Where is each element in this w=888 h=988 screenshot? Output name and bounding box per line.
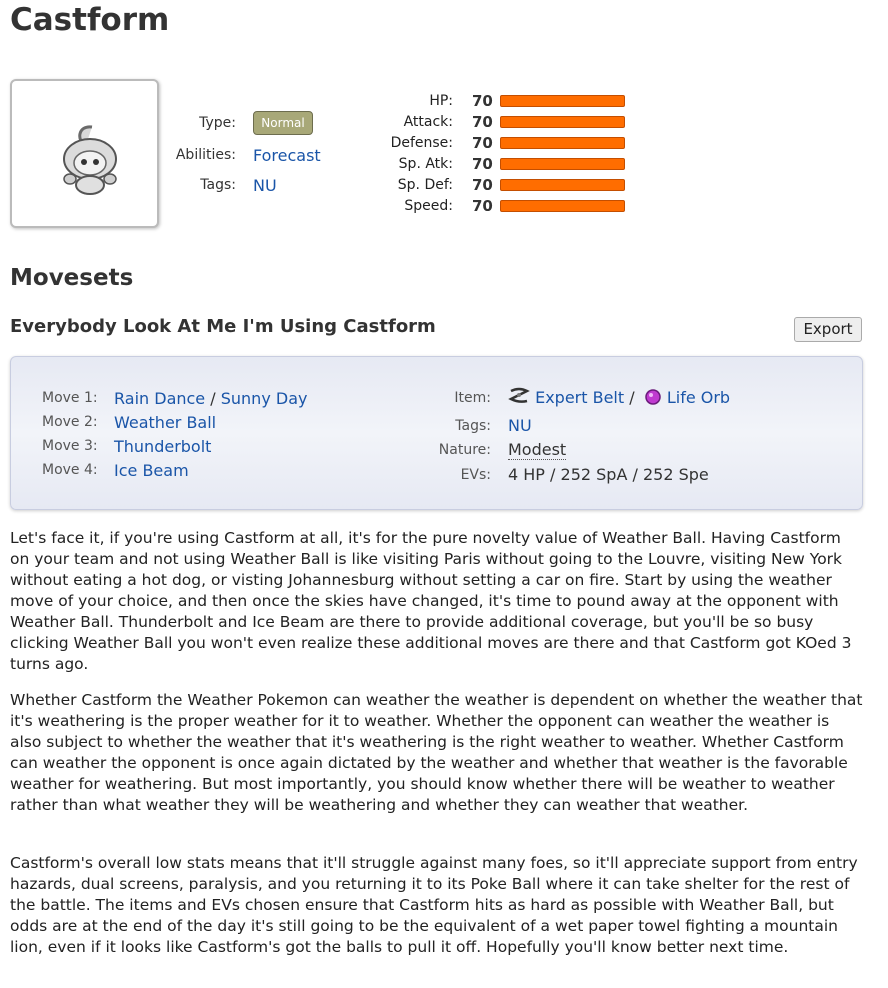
move-1-value xyxy=(114,389,307,408)
moveset-tag-link[interactable]: NU xyxy=(508,416,532,435)
move-link-thunderbolt[interactable]: Thunderbolt xyxy=(114,437,212,456)
stat-value-sp-atk: 70 xyxy=(472,155,493,173)
evs-label: EVs: xyxy=(460,467,491,483)
stat-bar-defense xyxy=(500,137,625,149)
evs-value: 4 HP / 252 SpA / 252 Spe xyxy=(508,465,709,484)
nature-label: Nature: xyxy=(438,442,491,458)
analysis-paragraph-2: Whether Castform the Weather Pokemon can weather the weather is dependent on whether the weather that it's weathering is the proper weather for it to weather. Whether the opponent can weather the weather is also subject to whether the weather that it's weathering is the right weather to weather. Whether Castform can weather the opponent is once again dictated by the weather and whether that weather is the favorable weather for weathering. But most importantly, you should know whether there will be weather to weather rather than what weather they will be weathering and whether they can weather that weather. xyxy=(10,691,863,814)
abilities-label: Abilities: xyxy=(175,147,236,163)
stat-label-speed: Speed: xyxy=(404,198,453,214)
stat-value-attack: 70 xyxy=(472,113,493,131)
analysis-paragraph-1: Let's face it, if you're using Castform at all, it's for the pure novelty value of Weather Ball. Having Castform on your team and not using Weather Ball is like visiting Paris without going to the Louvre, visiting New York without eating a hot dog, or visting Johannesburg without setting a car on fire. Start by using the weather move of your choice, and then once the skies have changed, it's time to pound away at the opponent with Weather Ball. Thunderbolt and Ice Beam are there to provide additional coverage, but you'll be so busy clicking Weather Ball you won't even realize these additional moves are there and that Castform got KOed 3 turns ago. xyxy=(10,529,852,673)
move-link-rain-dance[interactable]: Rain Dance xyxy=(114,389,206,408)
tags-label: Tags: xyxy=(200,177,236,193)
stat-value-defense: 70 xyxy=(472,134,493,152)
life-orb-icon xyxy=(644,388,662,406)
item-link-expert-belt[interactable]: Expert Belt xyxy=(535,388,625,407)
item-link-life-orb[interactable]: Life Orb xyxy=(666,388,731,407)
tag-link[interactable]: NU xyxy=(253,176,277,195)
stat-label-defense: Defense: xyxy=(390,135,453,151)
nature-tooltip[interactable]: Modest xyxy=(508,440,567,459)
move-link-weather-ball[interactable]: Weather Ball xyxy=(114,413,217,432)
move-1-label: Move 1: xyxy=(42,390,98,406)
stat-label-sp-atk: Sp. Atk: xyxy=(398,156,453,172)
stat-value-speed: 70 xyxy=(472,197,493,215)
export-button[interactable]: Export xyxy=(794,317,862,342)
move-4-label: Move 4: xyxy=(42,462,98,478)
stat-bar-sp-def xyxy=(500,179,625,191)
type-badge-normal[interactable]: Normal xyxy=(253,111,313,135)
stat-bar-hp xyxy=(500,95,625,107)
stat-label-sp-def: Sp. Def: xyxy=(397,177,453,193)
move-link-ice-beam[interactable]: Ice Beam xyxy=(114,461,189,480)
stat-label-hp: HP: xyxy=(429,93,453,109)
move-link-sunny-day[interactable]: Sunny Day xyxy=(220,389,308,408)
stat-bar-sp-atk xyxy=(500,158,625,170)
type-label: Type: xyxy=(199,115,236,131)
item-separator: / xyxy=(629,388,635,407)
stat-label-attack: Attack: xyxy=(403,114,453,130)
move-2-label: Move 2: xyxy=(42,414,98,430)
analysis-paragraph-3: Castform's overall low stats means that it'll struggle against many foes, so it'll appreciate support from entry hazards, dual screens, paralysis, and you returning it to its Poke Ball where it can take shelter for the rest of the battle. The items and EVs chosen ensure that Castform hits as hard as possible with Weather Ball, but odds are at the end of the day it's still going to be the equivalent of a wet paper towel fighting a mountain lion, even if it looks like Castform's got the balls to pull it off. Hopefully you'll know better next time. xyxy=(10,854,858,956)
expert-belt-icon xyxy=(508,385,530,407)
moveset-title: Everybody Look At Me I'm Using Castform xyxy=(10,316,436,337)
stat-bar-speed xyxy=(500,200,625,212)
moveset-tags-label: Tags: xyxy=(455,418,491,434)
item-label: Item: xyxy=(454,390,491,406)
stat-bar-attack xyxy=(500,116,625,128)
movesets-heading: Movesets xyxy=(10,265,134,291)
stat-value-sp-def: 70 xyxy=(472,176,493,194)
item-value xyxy=(508,385,730,407)
nature-value xyxy=(508,440,566,459)
move-3-label: Move 3: xyxy=(42,438,98,454)
page-title: Castform xyxy=(10,2,170,38)
move-separator: / xyxy=(210,389,216,408)
stat-value-hp: 70 xyxy=(472,92,493,110)
ability-link[interactable]: Forecast xyxy=(253,146,321,165)
